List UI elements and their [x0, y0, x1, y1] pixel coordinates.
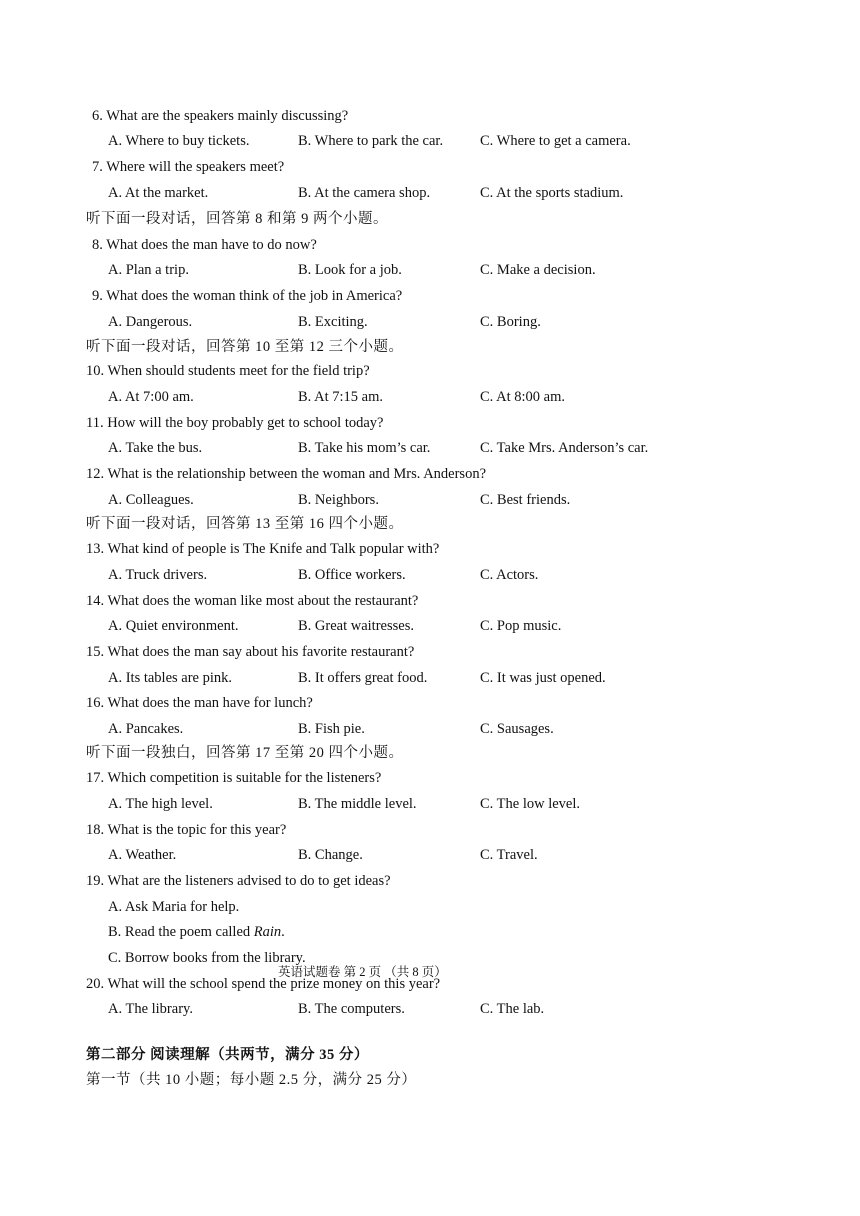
- question-10: [86, 361, 370, 381]
- option-c: C. At the sports stadium.: [480, 185, 624, 201]
- question-text: What does the woman like most about the restaurant?: [107, 593, 419, 609]
- option-c: C. The low level.: [480, 796, 581, 812]
- option-b: B. At 7:15 am.: [298, 389, 383, 405]
- option-b: B. Neighbors.: [298, 492, 379, 508]
- question-text: What are the listeners advised to do to get ideas?: [107, 873, 391, 889]
- question-text: What are the speakers mainly discussing?: [106, 108, 349, 124]
- question-number: 9.: [92, 288, 103, 304]
- option-a: A. Ask Maria for help.: [108, 899, 240, 915]
- option-b: B. Read the poem called Rain.: [108, 924, 285, 940]
- option-a: A. Weather.: [108, 847, 177, 863]
- question-text: When should students meet for the field trip?: [107, 363, 370, 379]
- question-number: 8.: [92, 237, 103, 253]
- part2-title: 第二部分 阅读理解（共两节，满分 35 分）: [86, 1047, 369, 1063]
- question-18: [86, 820, 286, 840]
- option-a: A. Truck drivers.: [108, 567, 208, 583]
- option-a: A. Dangerous.: [108, 314, 193, 330]
- question-13: [86, 539, 439, 559]
- question-text: What does the woman think of the job in America?: [106, 288, 403, 304]
- question-text: What does the man have to do now?: [106, 237, 317, 253]
- instruction-q8-9: 听下面一段对话，回答第 8 和第 9 两个小题。: [86, 211, 388, 227]
- question-number: 14.: [86, 593, 105, 609]
- option-b: B. Look for a job.: [298, 262, 402, 278]
- question-19: [86, 871, 391, 891]
- question-9: [92, 286, 402, 306]
- question-number: 15.: [86, 644, 105, 660]
- option-b: B. The computers.: [298, 1001, 405, 1017]
- option-a: A. At the market.: [108, 185, 209, 201]
- poem-title: Rain: [253, 924, 282, 940]
- option-c: C. Sausages.: [480, 721, 554, 737]
- option-a: A. Colleagues.: [108, 492, 194, 508]
- question-text: What does the man say about his favorite restaurant?: [107, 644, 415, 660]
- option-b: B. Great waitresses.: [298, 618, 414, 634]
- instruction-q17-20: 听下面一段独白，回答第 17 至第 20 四个小题。: [86, 745, 404, 761]
- option-a: A. Its tables are pink.: [108, 670, 233, 686]
- option-c: C. Where to get a camera.: [480, 133, 631, 149]
- option-a: A. At 7:00 am.: [108, 389, 194, 405]
- question-number: 6.: [92, 108, 103, 124]
- question-15: [86, 642, 414, 662]
- part2-section1: 第一节（共 10 小题；每小题 2.5 分，满分 25 分）: [86, 1072, 417, 1088]
- question-6: [92, 106, 348, 126]
- option-c: C. Borrow books from the library.: [108, 950, 306, 966]
- page-footer: 英语试题卷 第 2 页 （共 8 页）: [278, 965, 447, 979]
- question-17: [86, 768, 381, 788]
- question-text: Where will the speakers meet?: [106, 159, 285, 175]
- option-c: C. Best friends.: [480, 492, 571, 508]
- question-14: [86, 591, 418, 611]
- question-number: 11.: [86, 415, 104, 431]
- option-b: B. Change.: [298, 847, 363, 863]
- option-c: C. The lab.: [480, 1001, 545, 1017]
- question-number: 7.: [92, 159, 103, 175]
- option-c: C. Make a decision.: [480, 262, 596, 278]
- option-a: A. Take the bus.: [108, 440, 203, 456]
- question-7: [92, 157, 284, 177]
- question-text: How will the boy probably get to school today?: [107, 415, 384, 431]
- question-8: [92, 235, 317, 255]
- question-number: 12.: [86, 466, 105, 482]
- question-number: 16.: [86, 695, 105, 711]
- option-c: C. At 8:00 am.: [480, 389, 565, 405]
- question-text: What will the school spend the prize money on this year?: [107, 976, 441, 992]
- option-b: B. At the camera shop.: [298, 185, 431, 201]
- question-11: [86, 413, 383, 433]
- question-16: [86, 693, 313, 713]
- option-b: B. The middle level.: [298, 796, 417, 812]
- question-text: What is the relationship between the woman and Mrs. Anderson?: [107, 466, 487, 482]
- instruction-q10-12: 听下面一段对话，回答第 10 至第 12 三个小题。: [86, 339, 404, 355]
- option-b: B. Where to park the car.: [298, 133, 444, 149]
- option-a: A. The library.: [108, 1001, 193, 1017]
- option-a: A. Pancakes.: [108, 721, 184, 737]
- question-text: What is the topic for this year?: [107, 822, 287, 838]
- question-number: 10.: [86, 363, 105, 379]
- question-20: [86, 974, 440, 994]
- option-c: C. It was just opened.: [480, 670, 606, 686]
- option-c: C. Boring.: [480, 314, 541, 330]
- question-number: 19.: [86, 873, 105, 889]
- question-text: What does the man have for lunch?: [107, 695, 313, 711]
- question-12: [86, 464, 486, 484]
- question-number: 18.: [86, 822, 105, 838]
- option-c: C. Pop music.: [480, 618, 562, 634]
- question-text: What kind of people is The Knife and Talk popular with?: [107, 541, 440, 557]
- option-c: C. Take Mrs. Anderson’s car.: [480, 440, 649, 456]
- question-text: Which competition is suitable for the listeners?: [107, 770, 382, 786]
- option-b: B. It offers great food.: [298, 670, 428, 686]
- option-b: B. Office workers.: [298, 567, 406, 583]
- option-a: A. The high level.: [108, 796, 213, 812]
- question-number: 17.: [86, 770, 105, 786]
- option-c: C. Travel.: [480, 847, 538, 863]
- option-b: B. Take his mom’s car.: [298, 440, 431, 456]
- option-b: B. Fish pie.: [298, 721, 365, 737]
- option-b: B. Exciting.: [298, 314, 368, 330]
- option-a: A. Plan a trip.: [108, 262, 189, 278]
- question-number: 13.: [86, 541, 105, 557]
- option-a: A. Where to buy tickets.: [108, 133, 250, 149]
- instruction-q13-16: 听下面一段对话，回答第 13 至第 16 四个小题。: [86, 516, 404, 532]
- option-a: A. Quiet environment.: [108, 618, 239, 634]
- option-c: C. Actors.: [480, 567, 539, 583]
- question-number: 20.: [86, 976, 105, 992]
